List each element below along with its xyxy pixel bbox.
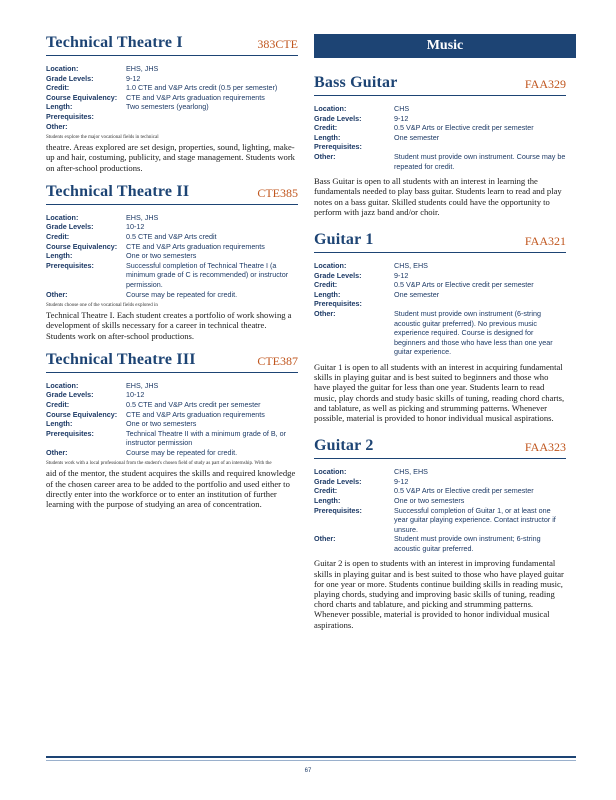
course-description: Guitar 2 is open to students with an interest in improving fundamental skills in playing guitar and is best suited to those who have played guitar for one year or more. Students continue building skills in reading music, playing chords, studying and improving basic skills of tuning, reading chord charts and tablature, and picking and strumming patterns. Whenever possible, material is provided to honor individual musical aspirations. xyxy=(314,558,564,630)
info-value: 0.5 V&P Arts or Elective credit per semester xyxy=(394,486,534,496)
info-value: Student must provide own instrument. Course may be repeated for credit. xyxy=(394,151,566,171)
info-label: Location: xyxy=(46,212,79,222)
info-value xyxy=(126,122,298,132)
info-row xyxy=(314,133,566,143)
course-note: Students choose one of the vocational fields explored in xyxy=(46,303,158,309)
info-label: Credit: xyxy=(46,399,70,409)
course-left-2 xyxy=(46,351,298,510)
info-row xyxy=(46,83,298,93)
info-label: Other: xyxy=(314,308,336,318)
info-value: One or two semesters xyxy=(126,251,197,261)
info-label: Length: xyxy=(46,102,73,112)
course-description: Bass Guitar is open to all students with an interest in learning the fundamentals needed to play bass guitar. Students learn to read and play notes on a bass guitar. Skilled students could have the opportunity to perform with jazz band and/or choir. xyxy=(314,176,562,217)
info-row xyxy=(314,290,566,300)
course-description: Guitar 1 is open to all students with an interest in acquiring fundamental skills in playing guitar and is best suited to beginners and those who have played the guitar for less than one year. Students learn to read music, play chords and study basic skills of tuning, reading chord charts, and tablature, as well as picking and strumming patterns. Whenever possible, material is provided to honor individual musical aspirations. xyxy=(314,361,565,423)
info-row xyxy=(314,114,566,124)
course-title: Technical Theatre II xyxy=(46,182,190,200)
info-row xyxy=(46,242,298,252)
info-label: Length: xyxy=(314,495,341,505)
right-column xyxy=(314,74,566,630)
course-left-0 xyxy=(46,34,298,173)
info-label: Length: xyxy=(46,251,73,261)
course-header xyxy=(314,437,566,459)
info-label: Credit: xyxy=(314,486,338,496)
course-title: Guitar 1 xyxy=(314,230,374,248)
info-label: Location: xyxy=(46,380,79,390)
info-row xyxy=(46,429,298,448)
info-row xyxy=(314,534,566,553)
info-value: CHS, EHS xyxy=(394,260,428,270)
course-title: Guitar 2 xyxy=(314,437,374,455)
course-info xyxy=(46,213,298,299)
info-row xyxy=(46,64,298,74)
info-label: Location: xyxy=(314,104,347,113)
info-row xyxy=(46,102,298,112)
info-label: Location: xyxy=(46,64,79,73)
info-label: Location: xyxy=(314,467,347,477)
info-label: Grade Levels: xyxy=(46,390,94,400)
info-value: 10-12 xyxy=(126,390,145,400)
info-value: 9-12 xyxy=(394,113,409,123)
info-label: Other: xyxy=(46,447,68,457)
course-right-0 xyxy=(314,74,566,217)
info-row xyxy=(314,271,566,281)
course-info xyxy=(46,381,298,458)
course-header xyxy=(46,351,298,373)
music-section-banner xyxy=(314,34,576,58)
info-row xyxy=(314,152,566,171)
course-code: CTE385 xyxy=(257,185,298,200)
info-label: Length: xyxy=(46,419,73,429)
info-row xyxy=(314,280,566,290)
info-value: 10-12 xyxy=(126,222,145,232)
info-value: CTE and V&P Arts graduation requirements xyxy=(126,92,265,102)
info-value: 9-12 xyxy=(394,476,409,486)
info-value: 0.5 V&P Arts or Elective credit per semester xyxy=(394,280,534,290)
info-label: Location: xyxy=(314,260,347,270)
info-value: 9-12 xyxy=(126,73,141,83)
info-label: Other: xyxy=(46,289,68,299)
info-value: Two semesters (yearlong) xyxy=(126,102,209,112)
info-value: One semester xyxy=(394,132,440,142)
info-value: CTE and V&P Arts graduation requirements xyxy=(126,241,265,251)
info-value: Student must provide own instrument; 6-string acoustic guitar preferred. xyxy=(394,534,541,553)
info-value xyxy=(126,112,298,122)
info-row xyxy=(46,122,298,132)
info-label: Other: xyxy=(46,121,68,131)
course-header xyxy=(314,231,566,253)
info-label: Credit: xyxy=(314,280,338,290)
info-row xyxy=(46,232,298,242)
left-column xyxy=(46,34,298,509)
course-info xyxy=(46,64,298,131)
info-row xyxy=(46,261,298,290)
info-value: CHS xyxy=(394,104,410,113)
info-value xyxy=(394,299,566,309)
course-description: aid of the mentor, the student acquires the skills and required knowledge of the chosen career area to be added to the portfolio and used either to directly enter into the workforce or to enter an institution of further learning with the purpose of studying an area of concentration. xyxy=(46,468,296,510)
info-row xyxy=(314,506,566,535)
info-value: EHS, JHS xyxy=(126,64,159,73)
info-value: CTE and V&P Arts graduation requirements xyxy=(126,409,265,419)
info-value: 1.0 CTE and V&P Arts credit (0.5 per semester) xyxy=(126,83,278,93)
info-label: Grade Levels: xyxy=(314,113,362,123)
course-left-1 xyxy=(46,183,298,341)
info-value: 9-12 xyxy=(394,270,409,280)
info-value: Course may be repeated for credit. xyxy=(126,289,238,299)
info-row xyxy=(46,290,298,300)
info-row xyxy=(314,261,566,271)
course-description: theatre. Areas explored are set design, properties, sound, lighting, make-up and hair, costuming, publicity, and stage management. Students work on after-school productions. xyxy=(46,142,295,173)
info-label: Course Equivalency: xyxy=(46,241,118,251)
course-info xyxy=(314,261,566,357)
info-row xyxy=(46,74,298,84)
info-label: Credit: xyxy=(46,83,70,93)
banner-title: Music xyxy=(426,38,464,53)
info-row xyxy=(46,222,298,232)
course-note: Students work with a local professional from the student's chosen field of study as part of an internship. With the xyxy=(46,461,272,467)
info-label: Prerequisites: xyxy=(46,428,94,438)
info-row xyxy=(314,486,566,496)
info-value: 0.5 CTE and V&P Arts credit xyxy=(126,231,217,241)
course-code: CTE387 xyxy=(257,353,298,368)
course-right-2 xyxy=(314,437,566,630)
info-row xyxy=(314,299,566,309)
info-label: Grade Levels: xyxy=(314,476,362,486)
info-row xyxy=(314,309,566,357)
course-info xyxy=(314,104,566,171)
info-label: Prerequisites: xyxy=(46,260,94,270)
info-label: Course Equivalency: xyxy=(46,92,118,102)
course-right-1 xyxy=(314,231,566,423)
info-label: Length: xyxy=(314,132,341,142)
course-description: Technical Theatre I. Each student creates a portfolio of work showing a development of skills necessary for a career in technical theatre. Students work on after-school productions. xyxy=(46,310,292,341)
info-label: Length: xyxy=(314,289,341,299)
info-row xyxy=(314,496,566,506)
info-value: Course may be repeated for credit. xyxy=(126,447,238,457)
info-row xyxy=(46,400,298,410)
info-row xyxy=(314,123,566,133)
info-label: Grade Levels: xyxy=(46,222,94,232)
info-label: Other: xyxy=(314,151,336,161)
course-header xyxy=(314,74,566,96)
info-value: Technical Theatre II with a minimum grade of B, or instructor permission xyxy=(126,428,287,448)
info-label: Grade Levels: xyxy=(46,73,94,83)
info-row xyxy=(46,93,298,103)
info-row xyxy=(314,477,566,487)
info-row xyxy=(46,448,298,458)
info-value: One semester xyxy=(394,289,440,299)
course-info xyxy=(314,467,566,553)
info-label: Other: xyxy=(314,534,336,544)
info-row xyxy=(46,419,298,429)
info-row xyxy=(314,104,566,114)
info-row xyxy=(46,112,298,122)
info-value: One or two semesters xyxy=(394,495,465,505)
info-label: Grade Levels: xyxy=(314,270,362,280)
info-label: Credit: xyxy=(46,231,70,241)
info-row xyxy=(46,381,298,391)
info-row xyxy=(46,251,298,261)
info-label: Course Equivalency: xyxy=(46,409,118,419)
info-label: Credit: xyxy=(314,123,338,133)
info-value: CHS, EHS xyxy=(394,467,428,477)
info-value: Successful completion of Guitar 1, or at least one year guitar playing experience. Contact instructor if unsure. xyxy=(394,505,556,534)
info-value: EHS, JHS xyxy=(126,380,159,390)
info-row xyxy=(314,142,566,152)
info-row xyxy=(46,213,298,223)
course-header xyxy=(46,34,298,56)
course-title: Bass Guitar xyxy=(314,74,398,91)
info-value: One or two semesters xyxy=(126,419,197,429)
info-label: Prerequisites: xyxy=(314,299,362,309)
info-value: Successful completion of Technical Theatre I (a minimum grade of C is recommended) or instructor permission. xyxy=(126,260,289,289)
footer-rule xyxy=(46,756,576,758)
info-value: 0.5 V&P Arts or Elective credit per semester xyxy=(394,123,534,133)
page-number: 67 xyxy=(304,768,312,774)
footer-rule-thin xyxy=(46,760,576,761)
course-title: Technical Theatre III xyxy=(46,350,196,368)
info-row xyxy=(314,467,566,477)
info-value: EHS, JHS xyxy=(126,212,159,222)
course-header xyxy=(46,183,298,205)
course-code: FAA323 xyxy=(524,440,566,455)
course-note: Students explore the major vocational fields in technical xyxy=(46,135,159,141)
info-label: Prerequisites: xyxy=(314,142,362,152)
info-label: Prerequisites: xyxy=(314,505,362,515)
info-value xyxy=(394,142,566,152)
course-code: FAA329 xyxy=(524,77,566,91)
info-row xyxy=(46,410,298,420)
course-title: Technical Theatre I xyxy=(46,34,183,51)
info-value: 0.5 CTE and V&P Arts credit per semester xyxy=(126,399,261,409)
course-code: 383CTE xyxy=(257,37,298,51)
course-code: FAA321 xyxy=(524,233,566,248)
info-value: Student must provide own instrument (6-string acoustic guitar preferred). No previous music experience required. Course is designed for beginners and those who have less than one year guitar experience. xyxy=(394,308,553,357)
info-label: Prerequisites: xyxy=(46,111,94,121)
info-row xyxy=(46,390,298,400)
